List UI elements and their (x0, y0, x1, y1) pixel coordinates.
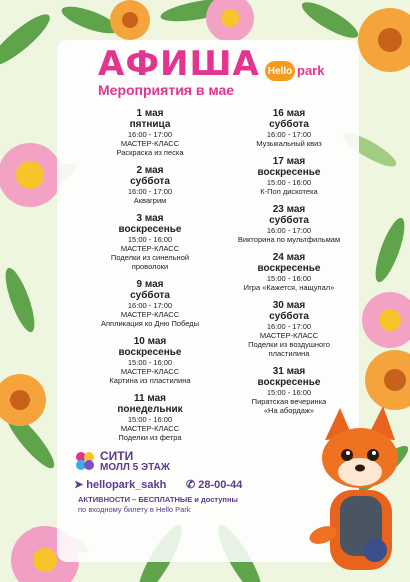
event-description: МАСТЕР-КЛАСС (120, 367, 180, 376)
event-description: Картина из пластилина (109, 376, 191, 385)
event-weekday: воскресенье (118, 347, 182, 358)
event-description: пластилина (268, 349, 310, 358)
event-item (216, 156, 362, 196)
event-description: Музыкальный квиз (256, 139, 322, 148)
event-time: 16:00 - 17:00 (127, 301, 173, 310)
event-date: 2 мая (136, 165, 164, 176)
page-subtitle: Мероприятия в мае (98, 82, 235, 98)
event-item (80, 279, 220, 328)
event-time: 16:00 - 17:00 (266, 322, 312, 331)
event-description: МАСТЕР-КЛАСС (120, 310, 180, 319)
event-item (216, 108, 362, 148)
event-time: 15:00 - 16:00 (127, 358, 173, 367)
event-description: Викторина по мультфильмам (237, 235, 341, 244)
event-date: 10 мая (133, 336, 167, 347)
event-date: 11 мая (133, 393, 166, 404)
event-description: К-Поп дискотека (260, 187, 318, 196)
event-date: 30 мая (272, 300, 306, 311)
event-weekday: воскресенье (257, 377, 321, 388)
event-description: Поделки из воздушного (248, 340, 330, 349)
event-item (80, 336, 220, 385)
event-time: 15:00 - 16:00 (127, 415, 173, 424)
event-description: «На абордаж» (263, 406, 315, 415)
event-description: Раскраска из песка (116, 148, 184, 157)
fox-mascot (305, 400, 410, 582)
event-item (80, 393, 220, 442)
event-description: МАСТЕР-КЛАСС (259, 331, 319, 340)
event-date: 24 мая (272, 252, 306, 263)
event-time: 16:00 - 17:00 (127, 187, 173, 196)
event-time: 16:00 - 17:00 (266, 226, 312, 235)
event-time: 16:00 - 17:00 (266, 130, 312, 139)
event-date: 23 мая (272, 204, 306, 215)
event-description: МАСТЕР-КЛАСС (120, 424, 180, 433)
event-date: 1 мая (136, 108, 164, 119)
events-right-column (216, 108, 362, 415)
event-weekday: суббота (130, 290, 170, 301)
event-weekday: пятница (129, 119, 171, 130)
event-time: 15:00 - 16:00 (266, 178, 312, 187)
page-title: АФИША (98, 44, 260, 84)
event-date: 16 мая (272, 108, 306, 119)
footer-note-line2: по входному билету в Hello Park (78, 505, 191, 514)
event-time: 16:00 - 17:00 (127, 130, 173, 139)
event-time: 15:00 - 16:00 (266, 274, 312, 283)
event-description: проволоки (131, 262, 169, 271)
hello-park-logo-text: park (297, 63, 325, 78)
footer-note-line1: АКТИВНОСТИ – БЕСПЛАТНЫЕ и доступны (78, 495, 238, 504)
event-weekday: суббота (269, 311, 309, 322)
event-date: 17 мая (272, 156, 306, 167)
event-item (216, 204, 362, 244)
event-time: 15:00 - 16:00 (127, 235, 173, 244)
event-weekday: воскресенье (257, 167, 321, 178)
city-mall-floor: МОЛЛ 5 ЭТАЖ (100, 462, 170, 473)
phone-text: 28-00-44 (198, 479, 243, 491)
event-weekday: суббота (130, 176, 170, 187)
event-weekday: понедельник (117, 404, 183, 415)
event-description: Поделки из синельной (110, 253, 190, 262)
event-date: 3 мая (136, 213, 164, 224)
event-description: МАСТЕР-КЛАСС (120, 244, 180, 253)
telegram-handle: hellopark_sakh (86, 479, 167, 491)
event-item (80, 165, 220, 205)
event-weekday: суббота (269, 215, 309, 226)
event-weekday: воскресенье (118, 224, 182, 235)
event-description: МАСТЕР-КЛАСС (120, 139, 180, 148)
event-description: Игра «Кажется, нащупал» (243, 283, 335, 292)
phone-number[interactable] (186, 478, 242, 491)
event-item (216, 252, 362, 292)
telegram-link[interactable] (74, 478, 166, 491)
event-item (216, 300, 362, 358)
event-description: Поделки из фетра (118, 433, 182, 442)
city-mall-name: СИТИ (100, 449, 134, 463)
event-item (80, 108, 220, 157)
event-description: Пиратская вечеринка (251, 397, 327, 406)
event-weekday: воскресенье (257, 263, 321, 274)
event-date: 31 мая (272, 366, 306, 377)
event-date: 9 мая (136, 279, 164, 290)
phone-icon: ✆ (186, 479, 196, 491)
event-time: 15:00 - 16:00 (266, 388, 312, 397)
event-description: Аппликация ко Дню Победы (100, 319, 200, 328)
city-mall-logo (74, 450, 96, 472)
event-item (80, 213, 220, 271)
telegram-icon: ➤ (74, 479, 84, 491)
hello-park-logo: Hello (265, 61, 295, 81)
events-left-column (80, 108, 220, 442)
event-description: Аквагрим (133, 196, 167, 205)
event-weekday: суббота (269, 119, 309, 130)
